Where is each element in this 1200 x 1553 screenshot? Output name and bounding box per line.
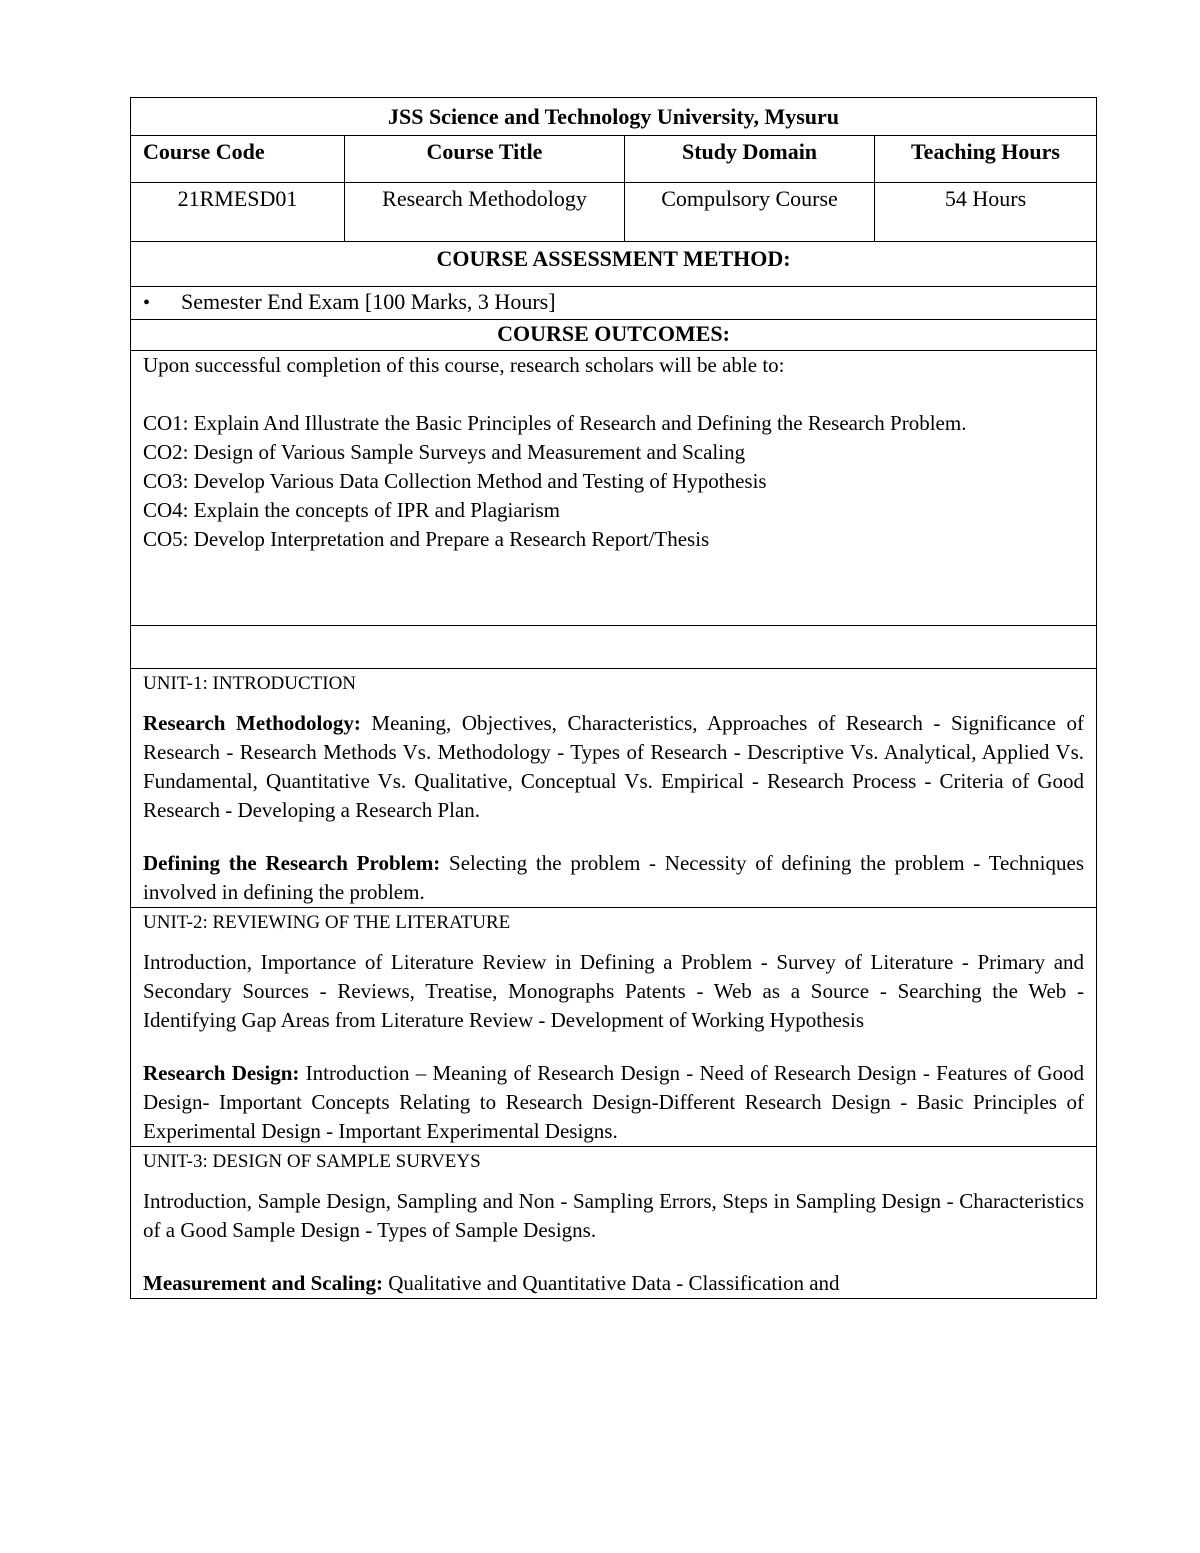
assessment-row xyxy=(131,287,1097,320)
unit-title: UNIT-1: INTRODUCTION xyxy=(143,673,357,694)
unit-1-row xyxy=(131,669,1097,908)
header-course-title: Course Title xyxy=(345,136,625,183)
header-course-code: Course Code xyxy=(131,136,345,183)
unit-paragraph xyxy=(143,709,1084,825)
unit-paragraph xyxy=(143,1059,1084,1146)
header-row xyxy=(131,136,1097,183)
course-row xyxy=(131,183,1097,242)
syllabus-page xyxy=(130,97,1096,1299)
outcome-item: CO3: Develop Various Data Collection Method and Testing of Hypothesis xyxy=(143,469,767,493)
topic-text: Meaning, Objectives, Characteristics, Approaches of Research - Significance of Research - Research Methods Vs. Methodology - Types of Research - Descriptive Vs. Analytical, Applied Vs. Fundamental, Quantitative Vs. Qualitative, Conceptual Vs. Empirical - Research Process - Criteria of Good Research - Developing a Research Plan. xyxy=(143,711,1085,822)
topic-heading: Research Methodology: xyxy=(143,711,361,735)
outcome-item: CO4: Explain the concepts of IPR and Plagiarism xyxy=(143,498,561,522)
unit-paragraph xyxy=(143,948,1084,1035)
university-name: JSS Science and Technology University, Mysuru xyxy=(131,98,1097,136)
outcome-item: CO2: Design of Various Sample Surveys and Measurement and Scaling xyxy=(143,440,746,464)
outcomes-row xyxy=(131,351,1097,626)
outcomes-heading-row xyxy=(131,320,1097,351)
assessment-item: Semester End Exam [100 Marks, 3 Hours] xyxy=(181,289,556,314)
topic-text: Introduction, Sample Design, Sampling and Non - Sampling Errors, Steps in Sampling Design - Characteristics of a Good Sample Design - Types of Sample Designs. xyxy=(143,1189,1085,1242)
topic-text: Selecting the problem - Necessity of defining the problem - Techniques involved in defining the problem. xyxy=(143,851,1085,904)
outcomes-intro: Upon successful completion of this course, research scholars will be able to: xyxy=(143,353,785,377)
outcome-item: CO1: Explain And Illustrate the Basic Principles of Research and Defining the Research Problem. xyxy=(143,411,967,435)
topic-heading: Defining the Research Problem: xyxy=(143,851,441,875)
study-domain: Compulsory Course xyxy=(625,183,875,242)
unit-3-row xyxy=(131,1147,1097,1299)
unit-paragraph xyxy=(143,849,1084,907)
unit-2-row xyxy=(131,908,1097,1147)
outcomes-heading: COURSE OUTCOMES: xyxy=(131,320,1097,351)
teaching-hours: 54 Hours xyxy=(875,183,1097,242)
syllabus-table xyxy=(130,97,1097,1299)
course-title: Research Methodology xyxy=(345,183,625,242)
course-code: 21RMESD01 xyxy=(131,183,345,242)
assessment-heading-row xyxy=(131,242,1097,287)
unit-title: UNIT-3: DESIGN OF SAMPLE SURVEYS xyxy=(143,1151,481,1172)
blank-row xyxy=(131,626,1097,669)
topic-heading: Measurement and Scaling: xyxy=(143,1271,383,1295)
unit-paragraph xyxy=(143,1269,1084,1298)
bullet-icon: • xyxy=(143,292,151,314)
topic-text: Introduction – Meaning of Research Design - Need of Research Design - Features of Good Design- Important Concepts Relating to Research Design-Different Research Design - Basic Principles of Experimental Design - Important Experimental Designs. xyxy=(143,1061,1085,1143)
university-row xyxy=(131,98,1097,136)
outcome-item: CO5: Develop Interpretation and Prepare a Research Report/Thesis xyxy=(143,527,710,551)
topic-text: Qualitative and Quantitative Data - Classification and xyxy=(382,1271,840,1295)
unit-title: UNIT-2: REVIEWING OF THE LITERATURE xyxy=(143,912,511,933)
unit-paragraph xyxy=(143,1187,1084,1245)
header-teaching-hours: Teaching Hours xyxy=(875,136,1097,183)
topic-text: Introduction, Importance of Literature Review in Defining a Problem - Survey of Literature - Primary and Secondary Sources - Reviews, Treatise, Monographs Patents - Web as a Source - Searching the Web - Identifying Gap Areas from Literature Review - Development of Working Hypothesis xyxy=(143,950,1085,1032)
header-study-domain: Study Domain xyxy=(625,136,875,183)
assessment-heading: COURSE ASSESSMENT METHOD: xyxy=(131,242,1097,287)
topic-heading: Research Design: xyxy=(143,1061,300,1085)
